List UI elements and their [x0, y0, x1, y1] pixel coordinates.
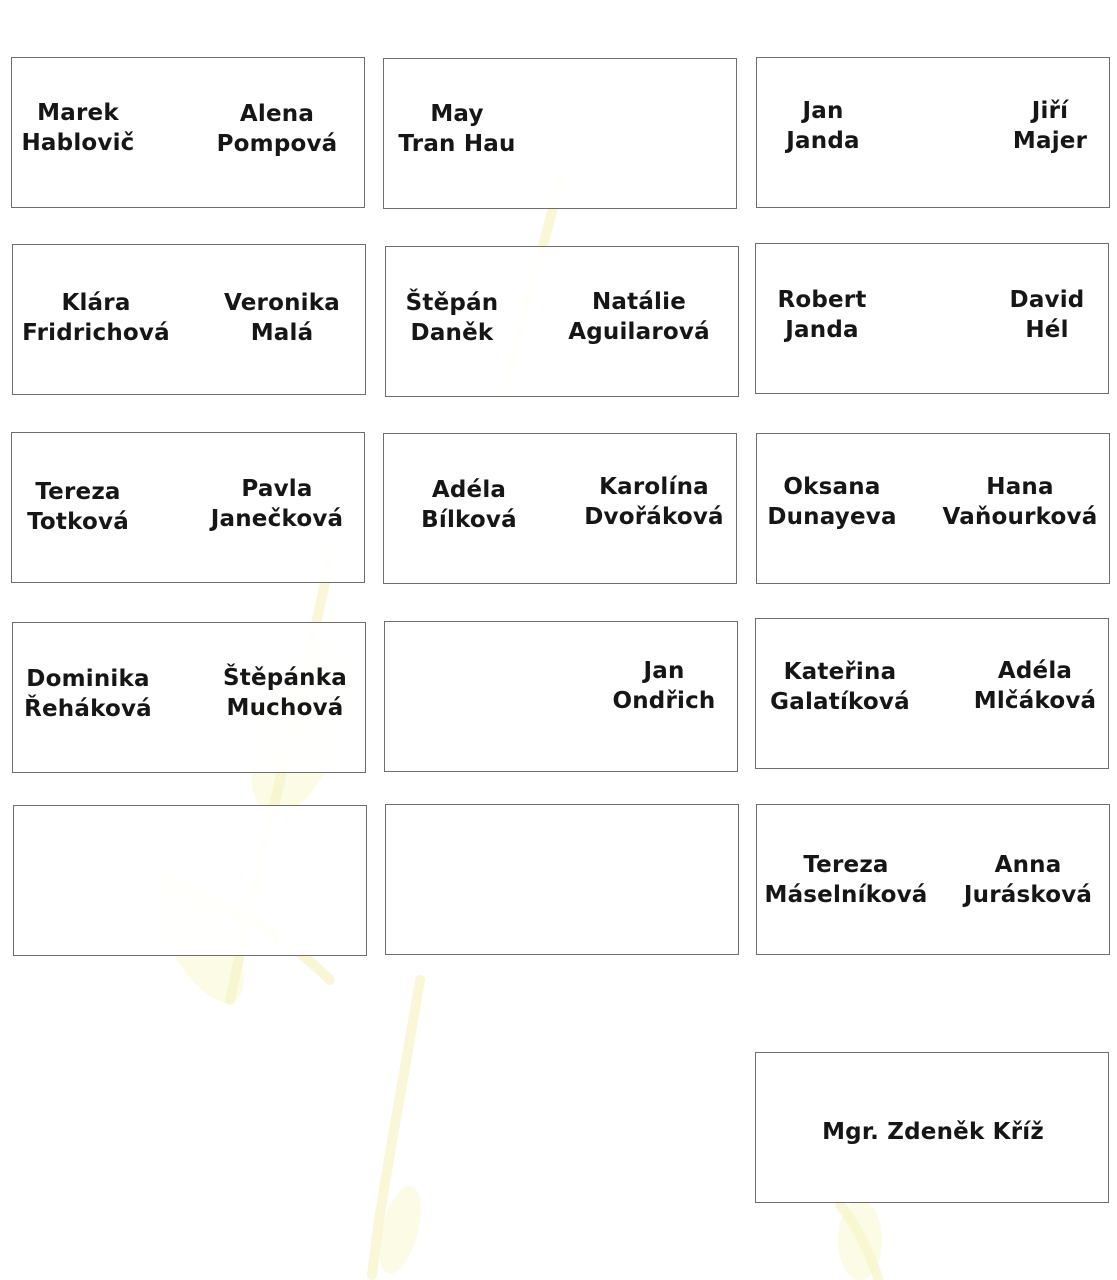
person-name [777, 285, 866, 345]
person-name [421, 475, 517, 535]
person-name [211, 474, 343, 534]
first-name: Marek [37, 100, 119, 126]
first-name: Jan [802, 98, 844, 124]
first-name: Veronika [224, 290, 340, 316]
last-name: Janda [786, 128, 860, 154]
first-name: Tereza [35, 479, 121, 505]
person-name [974, 656, 1097, 716]
name-card [383, 58, 737, 209]
last-name: Janda [785, 317, 859, 343]
name-card [11, 57, 365, 208]
person-name [217, 99, 338, 159]
person-name [964, 850, 1092, 910]
last-name: Dvořáková [584, 504, 724, 530]
name-card [384, 621, 738, 772]
last-name: Máselníková [764, 882, 928, 908]
person-name [224, 288, 340, 348]
last-name: Hablovič [21, 130, 135, 156]
person-name [767, 472, 896, 532]
name-card-empty [13, 805, 367, 956]
first-name: Adéla [431, 477, 507, 503]
name-card-teacher [755, 1052, 1109, 1203]
first-name: Karolína [599, 474, 709, 500]
name-card [756, 804, 1110, 955]
person-name [764, 850, 927, 910]
first-name: May [430, 101, 484, 127]
first-name: Klára [61, 290, 131, 316]
last-name: Fridrichová [22, 320, 170, 346]
person-name [584, 472, 724, 532]
person-name [943, 472, 1098, 532]
first-name: Jan [643, 658, 685, 684]
last-name: Janečková [210, 506, 344, 532]
first-name: Anna [994, 852, 1062, 878]
last-name: Vaňourková [942, 504, 1098, 530]
name-card [755, 618, 1109, 769]
name-card [756, 57, 1110, 208]
last-name: Řeháková [24, 696, 152, 722]
person-name [568, 287, 710, 347]
person-name [612, 656, 715, 716]
last-name: Galatíková [770, 689, 910, 715]
first-name: Štěpán [405, 290, 499, 316]
first-name: David [1009, 287, 1085, 313]
last-name: Totková [27, 509, 129, 535]
name-card [12, 622, 366, 773]
person-name [398, 99, 515, 159]
first-name: Jiří [1031, 98, 1069, 124]
last-name: Jurásková [963, 882, 1093, 908]
last-name: Hél [1025, 317, 1069, 343]
first-name: Tereza [803, 852, 889, 878]
first-name: Štěpánka [223, 665, 347, 691]
person-name [770, 657, 910, 717]
first-name: Pavla [241, 476, 313, 502]
last-name: Malá [250, 320, 314, 346]
last-name: Dunayeva [767, 504, 897, 530]
teacher-name [822, 1117, 1044, 1147]
last-name: Muchová [226, 695, 344, 721]
first-name: Hana [986, 474, 1054, 500]
last-name: Tran Hau [398, 131, 516, 157]
first-name: Kateřina [783, 659, 897, 685]
last-name: Majer [1012, 128, 1088, 154]
name-card [756, 433, 1110, 584]
person-name [223, 663, 347, 723]
first-name: Dominika [26, 666, 150, 692]
last-name: Ondřich [612, 688, 716, 714]
person-name [786, 96, 859, 156]
person-name [22, 288, 170, 348]
first-name: Natálie [591, 289, 687, 315]
name-card [12, 244, 366, 395]
first-name: Alena [239, 101, 315, 127]
person-name [1013, 96, 1087, 156]
person-name [406, 288, 499, 348]
full-name: Mgr. Zdeněk Kříž [822, 1119, 1044, 1145]
first-name: Robert [777, 287, 867, 313]
person-name [21, 98, 134, 158]
first-name: Oksana [783, 474, 881, 500]
name-card [755, 243, 1109, 394]
last-name: Daněk [410, 320, 494, 346]
name-card [11, 432, 365, 583]
last-name: Mlčáková [973, 688, 1097, 714]
first-name: Adéla [997, 658, 1073, 684]
last-name: Aguilarová [568, 319, 710, 345]
name-card-empty [385, 804, 739, 955]
person-name [24, 664, 152, 724]
person-name [1010, 285, 1085, 345]
person-name [27, 477, 129, 537]
name-card [383, 433, 737, 584]
last-name: Pompová [216, 131, 338, 157]
name-card [385, 246, 739, 397]
last-name: Bílková [421, 507, 517, 533]
